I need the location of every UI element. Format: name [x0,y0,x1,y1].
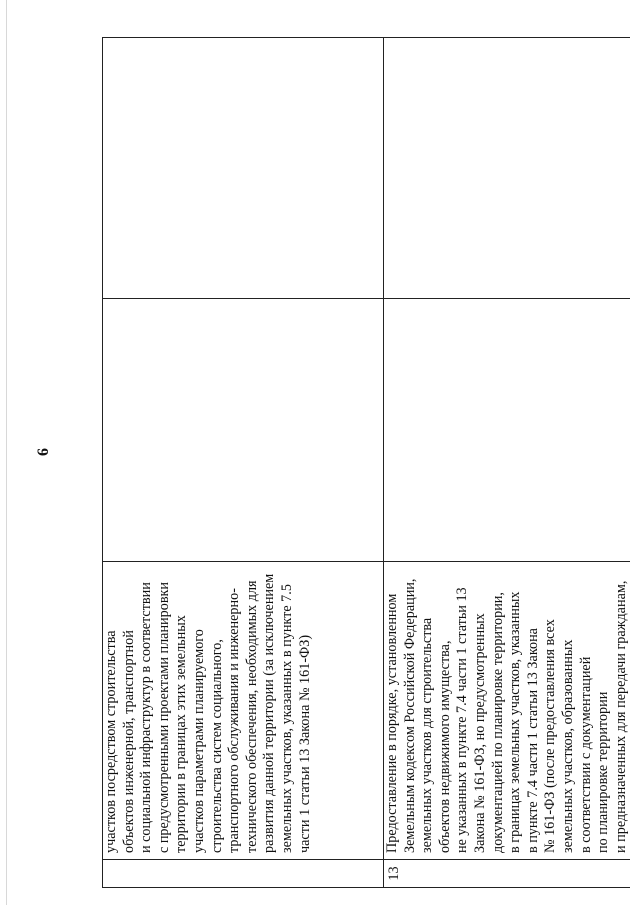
empty-cell [384,38,631,299]
text-line: и предназначенных для передачи гражданам, [612,580,629,853]
text-line: и социальной инфраструктур в соответствии [138,582,155,853]
text-line: № 161-ФЗ (после предоставления всех [542,619,559,853]
page-edge-line [6,0,7,905]
text-line: по планировке территории [595,691,612,853]
text-line: документацией по планировке территории, [489,592,506,853]
page-number: 6 [35,448,52,456]
text-line: в границах земельных участков, указанных [507,591,524,853]
text-line: не указанных в пункте 7.4 части 1 статьи 13 [454,587,471,853]
text-line: Закона № 161-ФЗ, но предусмотренных [471,613,488,853]
text-line: объектов недвижимого имущества, [436,640,453,853]
row-number-cell: 13 [384,860,631,888]
text-line: развития данной территории (за исключением [261,573,278,853]
text-line: части 1 статьи 13 Закона № 161-ФЗ) [296,634,313,853]
text-line: земельных участков для строительства [419,617,436,853]
empty-cell [384,299,631,562]
empty-cell [103,299,384,562]
text-line: транспортного обслуживания и инженерно- [226,588,243,853]
text-line: Земельным кодексом Российской Федерации, [401,578,418,853]
document-table [102,37,630,888]
table-row [103,38,384,888]
text-line: земельных участков, образованных [559,639,576,853]
text-line: технического обеспечения, необходимых для [243,580,260,853]
text-line: в пункте 7.4 части 1 статьи 13 Закона [524,628,541,853]
text-line: земельных участков, указанных в пункте 7.5 [278,584,295,853]
text-line: территории в границах этих земельных [173,615,190,853]
text-line: Предоставление в порядке, установленном [384,593,400,853]
text-line: строительства систем социального, [208,639,225,853]
text-line: с предусмотренными проектами планировки [155,581,172,853]
table-row [384,38,631,888]
description-cell [384,562,631,860]
table-container [102,38,629,888]
text-line: участков параметрами планируемого [190,629,207,853]
text-line: в соответствии с документацией [577,656,594,853]
row-number-cell [103,860,384,888]
text-line: объектов инженерной, транспортной [120,630,137,853]
text-line: участков посредством строительства [103,630,119,853]
description-cell [103,562,384,860]
empty-cell [103,38,384,299]
